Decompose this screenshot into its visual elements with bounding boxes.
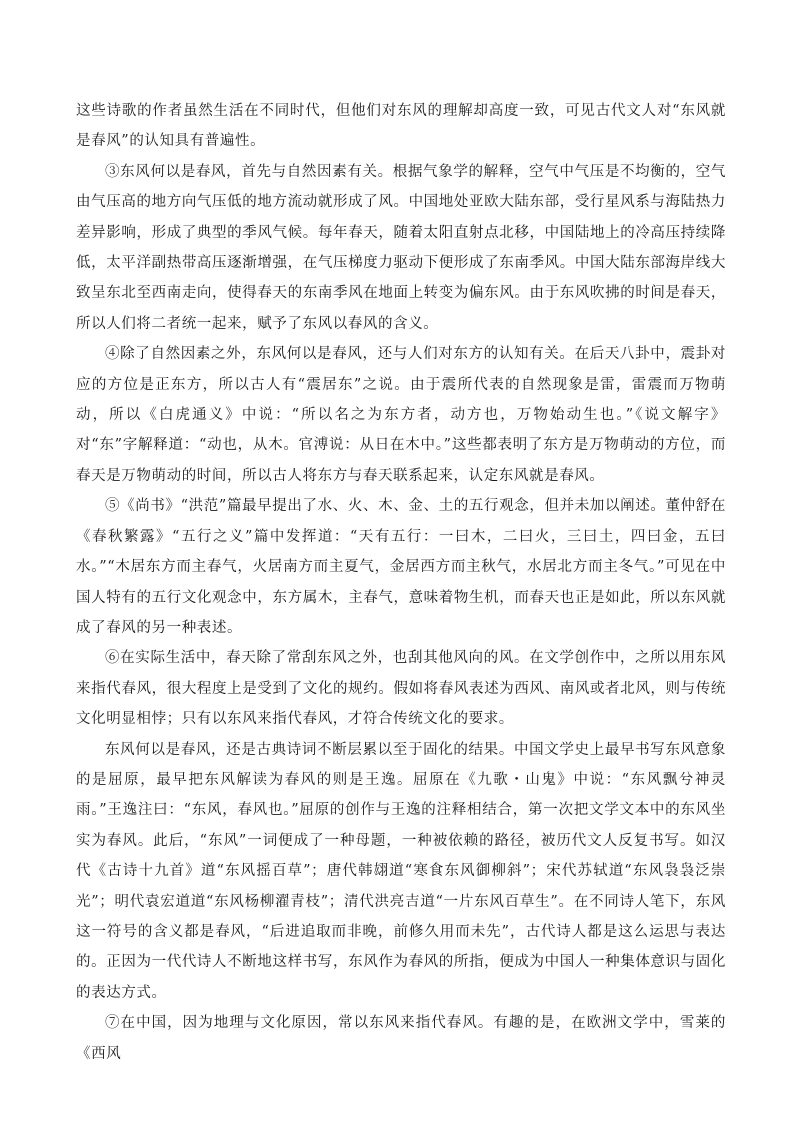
paragraph-7: ⑦在中国，因为地理与文化原因，常以东风来指代春风。有趣的是，在欧洲文学中，雪莱的《西风	[76, 1015, 726, 1062]
paragraph-5: ⑤《尚书》“洪范”篇最早提出了水、火、木、金、土的五行观念，但并未加以阐述。董仲舒在《春秋繁露》“五行之义”篇中发挥道：“天有五行：一曰木，二曰火，三曰土，四曰金，五曰水。”“木居东方而主春气，火居南方而主夏气，金居西方而主秋气，水居北方而主冬气。”可见在中国人特有的五行文化观念中，东方属木，主春气，意味着物生机，而春天也正是如此，所以东风就成了春风的另一种表述。	[76, 498, 726, 636]
document-body	[76, 96, 726, 1069]
paragraph-4: ④除了自然因素之外，东风何以是春风，还与人们对东方的认知有关。在后天八卦中，震卦对应的方位是正东方，所以古人有“震居东”之说。由于震所代表的自然现象是雷，雷震而万物萌动，所以《白虎通义》中说：“所以名之为东方者，动方也，万物始动生也。”《说文解字》对“东”字解释道：“动也，从木。官溥说：从日在木中。”这些都表明了东方是万物萌动的方位，而春天是万物萌动的时间，所以古人将东方与春天联系起来，认定东风就是春风。	[76, 346, 726, 484]
paragraph-6: ⑥在实际生活中，春天除了常刮东风之外，也刮其他风向的风。在文学创作中，之所以用东风来指代春风，很大程度上是受到了文化的规约。假如将春风表述为西风、南风或者北风，则与传统文化明显相悖；只有以东风来指代春风，才符合传统文化的要求。	[76, 650, 726, 728]
paragraph-continuation: 这些诗歌的作者虽然生活在不同时代，但他们对东风的理解却高度一致，可见古代文人对“东风就是春风”的认知具有普遍性。	[76, 103, 726, 150]
paragraph-3: ③东风何以是春风，首先与自然因素有关。根据气象学的解释，空气中气压是不均衡的，空气由气压高的地方向气压低的地方流动就形成了风。中国地处亚欧大陆东部，受行星风系与海陆热力差异影响，形成了典型的季风气候。每年春天，随着太阳直射点北移，中国陆地上的冷高压持续降低，太平洋副热带高压逐渐增强，在气压梯度力驱动下便形成了东南季风。中国大陆东部海岸线大致呈东北至西南走向，使得春天的东南季风在地面上转变为偏东风。由于东风吹拂的时间是春天，所以人们将二者统一起来，赋予了东风以春风的含义。	[76, 163, 726, 332]
paragraph-unnumbered: 东风何以是春风，还是古典诗词不断层累以至于固化的结果。中国文学史上最早书写东风意象的是屈原，最早把东风解读为春风的则是王逸。屈原在《九歌・山鬼》中说：“东风飘兮神灵雨。”王逸注曰：“东风，春风也。”屈原的创作与王逸的注释相结合，第一次把文学文本中的东风坐实为春风。此后，“东风”一词便成了一种母题，一种被依赖的路径，被历代文人反复书写。如汉代《古诗十九首》道“东风摇百草”；唐代韩翃道“寒食东风御柳斜”；宋代苏轼道“东风袅袅泛崇光”；明代袁宏道道“东风杨柳濯青枝”；清代洪亮吉道“一片东风百草生”。在不同诗人笔下，东风这一符号的含义都是春风，“后进追取而非晚，前修久用而未先”，古代诗人都是这么运思与表达的。正因为一代代诗人不断地这样书写，东风作为春风的所指，便成为中国人一种集体意识与固化的表达方式。	[76, 741, 726, 1001]
